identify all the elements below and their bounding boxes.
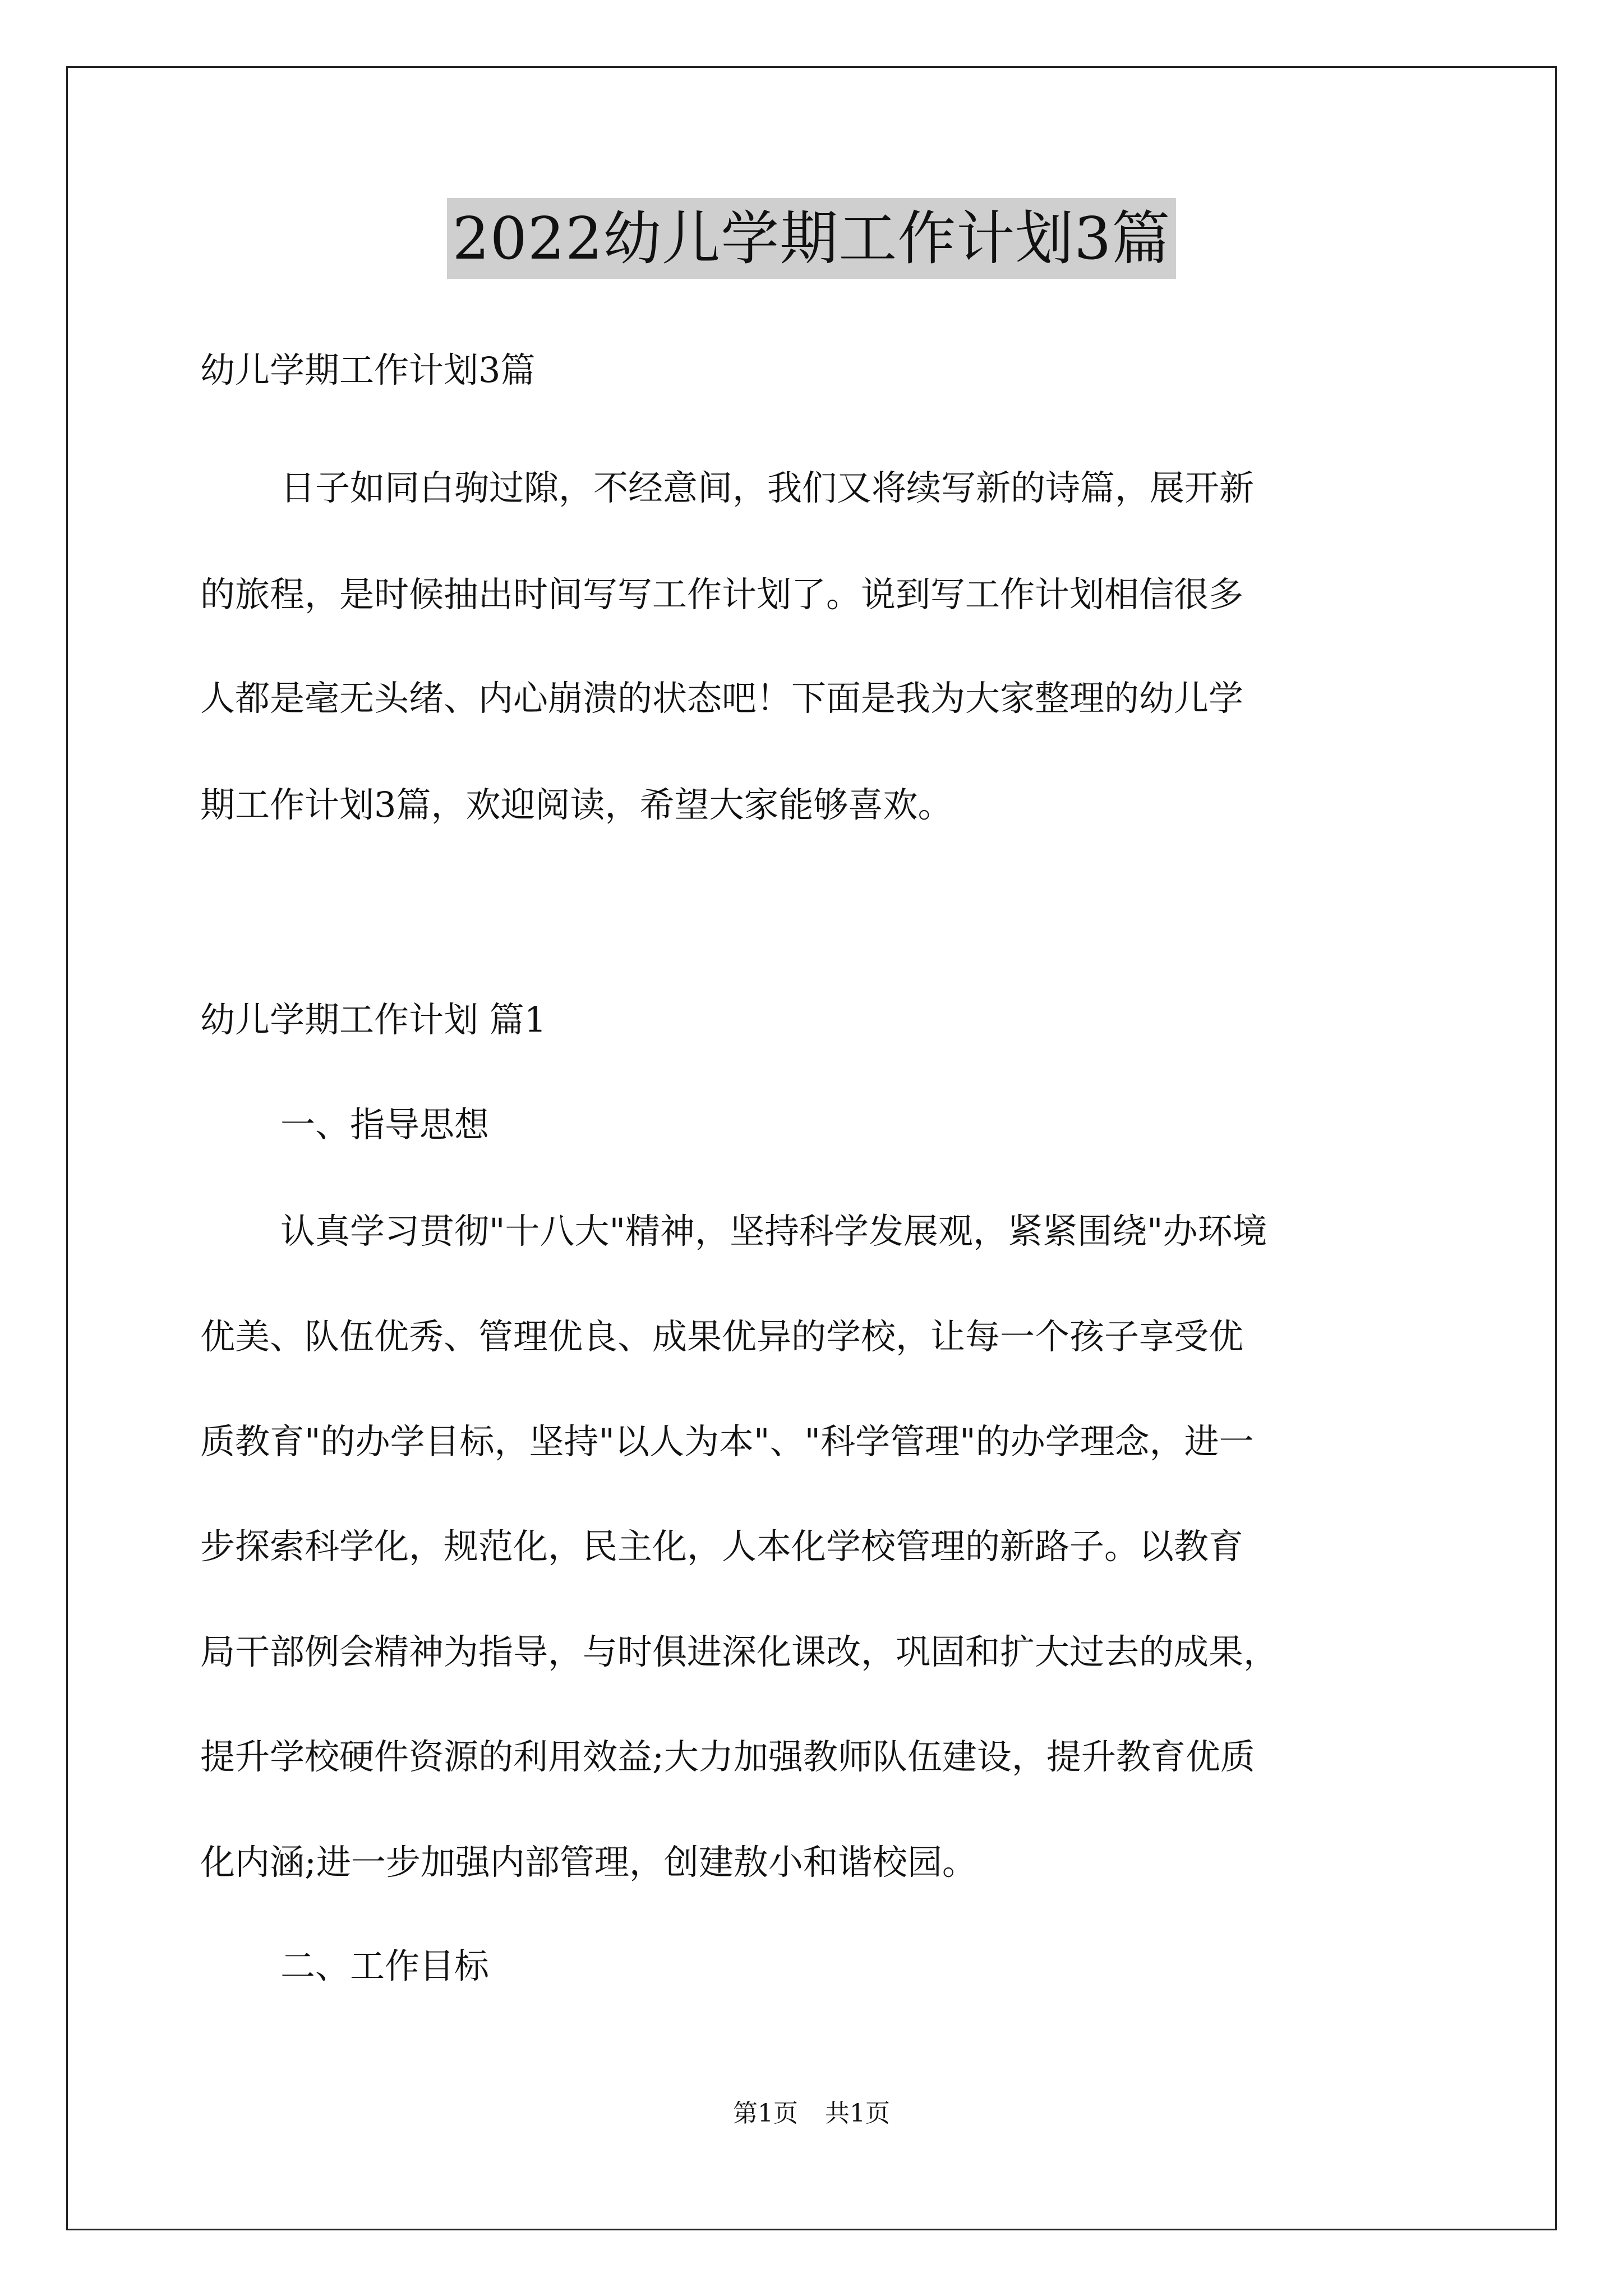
document-title: 2022幼儿学期工作计划3篇 xyxy=(447,198,1177,279)
page-footer xyxy=(0,2097,1623,2131)
subsection-heading: 二、工作目标 xyxy=(280,1945,490,1986)
subsection-heading: 一、指导思想 xyxy=(280,1104,490,1145)
page-number-total: 共1页 xyxy=(825,2099,890,2128)
section-heading: 幼儿学期工作计划 篇1 xyxy=(200,999,547,1040)
paragraph-line: 期工作计划3篇，欢迎阅读，希望大家能够喜欢。 xyxy=(200,784,953,825)
paragraph-line: 局干部例会精神为指导，与时俱进深化课改，巩固和扩大过去的成果， xyxy=(200,1631,1279,1672)
subtitle-line: 幼儿学期工作计划3篇 xyxy=(200,349,536,390)
paragraph-line: 的旅程，是时候抽出时间写写工作计划了。说到写工作计划相信很多 xyxy=(200,574,1244,615)
paragraph-line: 质教育"的办学目标，坚持"以人为本"、"科学管理"的办学理念，进一 xyxy=(200,1421,1254,1462)
paragraph-line: 认真学习贯彻"十八大"精神，坚持科学发展观，紧紧围绕"办环境 xyxy=(280,1211,1267,1251)
paragraph-line: 提升学校硬件资源的利用效益;大力加强教师队伍建设，提升教育优质 xyxy=(200,1736,1255,1777)
paragraph-line: 化内涵;进一步加强内部管理，创建敖小和谐校园。 xyxy=(200,1842,977,1883)
paragraph-line: 日子如同白驹过隙，不经意间，我们又将续写新的诗篇，展开新 xyxy=(280,467,1255,508)
page-number-current: 第1页 xyxy=(733,2099,798,2128)
paragraph-line: 人都是毫无头绪、内心崩溃的状态吧！下面是我为大家整理的幼儿学 xyxy=(200,678,1244,719)
paragraph-line: 步探索科学化，规范化，民主化，人本化学校管理的新路子。以教育 xyxy=(200,1526,1244,1567)
title-container xyxy=(0,198,1623,279)
paragraph-line: 优美、队伍优秀、管理优良、成果优异的学校，让每一个孩子享受优 xyxy=(200,1316,1244,1357)
